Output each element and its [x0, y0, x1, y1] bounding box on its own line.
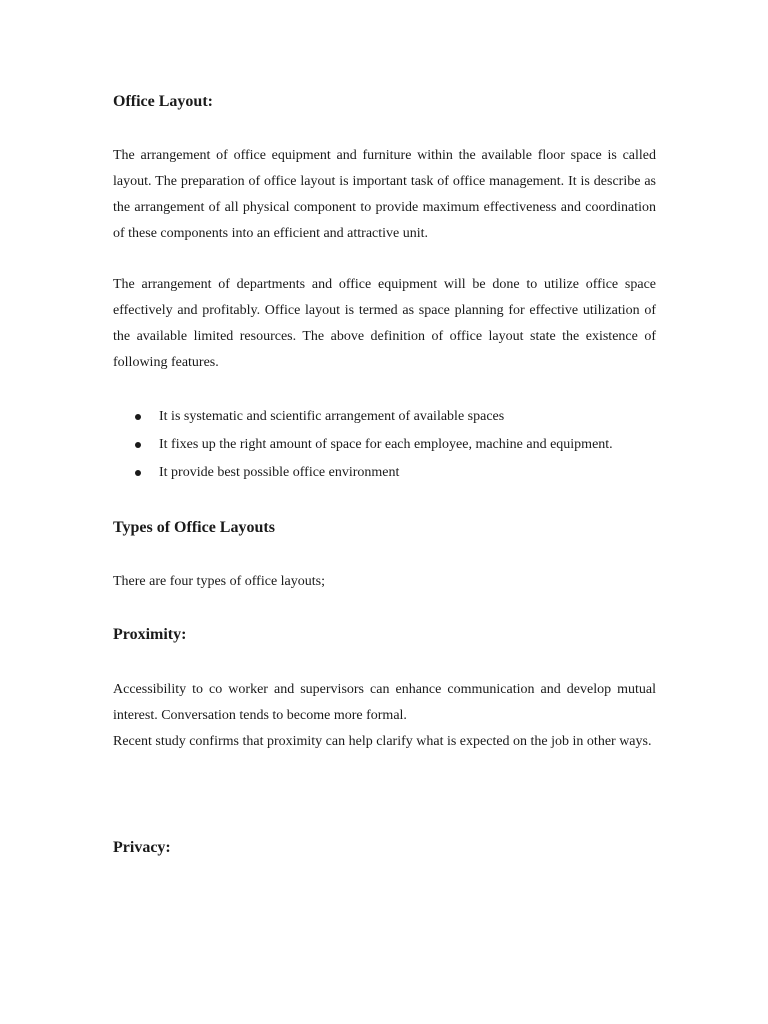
bullet-text: It is systematic and scientific arrangement of available spaces [159, 409, 505, 424]
office-layout-heading: Office Layout: [113, 93, 213, 110]
types-of-office-layouts-heading: Types of Office Layouts [113, 519, 275, 536]
privacy-heading: Privacy: [113, 839, 171, 856]
bullet-text: It fixes up the right amount of space for each employee, machine and equipment. [159, 437, 613, 452]
list-item [113, 407, 656, 435]
bullet-icon [135, 442, 141, 448]
proximity-paragraph-1: Accessibility to co worker and supervisors can enhance communication and develop mutual interest. Conversation tends to become more formal. [113, 682, 656, 723]
office-layout-paragraph-1: The arrangement of office equipment and furniture within the available floor space is called layout. The preparation of office layout is important task of office management. It is describe as the arrangement of all physical component to provide maximum effectiveness and coordination of these components into an efficient and attractive unit. [113, 148, 656, 241]
office-layout-paragraph-2: The arrangement of departments and office equipment will be done to utilize office space effectively and profitably. Office layout is termed as space planning for effective utilization of the available limited resources. The above definition of office layout state the existence of following features. [113, 277, 656, 370]
list-item [113, 435, 656, 463]
features-bullet-list [113, 407, 656, 491]
proximity-paragraph-2: Recent study confirms that proximity can help clarify what is expected on the job in other ways. [113, 734, 652, 749]
types-paragraph: There are four types of office layouts; [113, 574, 325, 589]
proximity-heading: Proximity: [113, 626, 187, 643]
bullet-icon [135, 414, 141, 420]
list-item [113, 463, 656, 491]
bullet-text: It provide best possible office environment [159, 465, 400, 480]
bullet-icon [135, 470, 141, 476]
